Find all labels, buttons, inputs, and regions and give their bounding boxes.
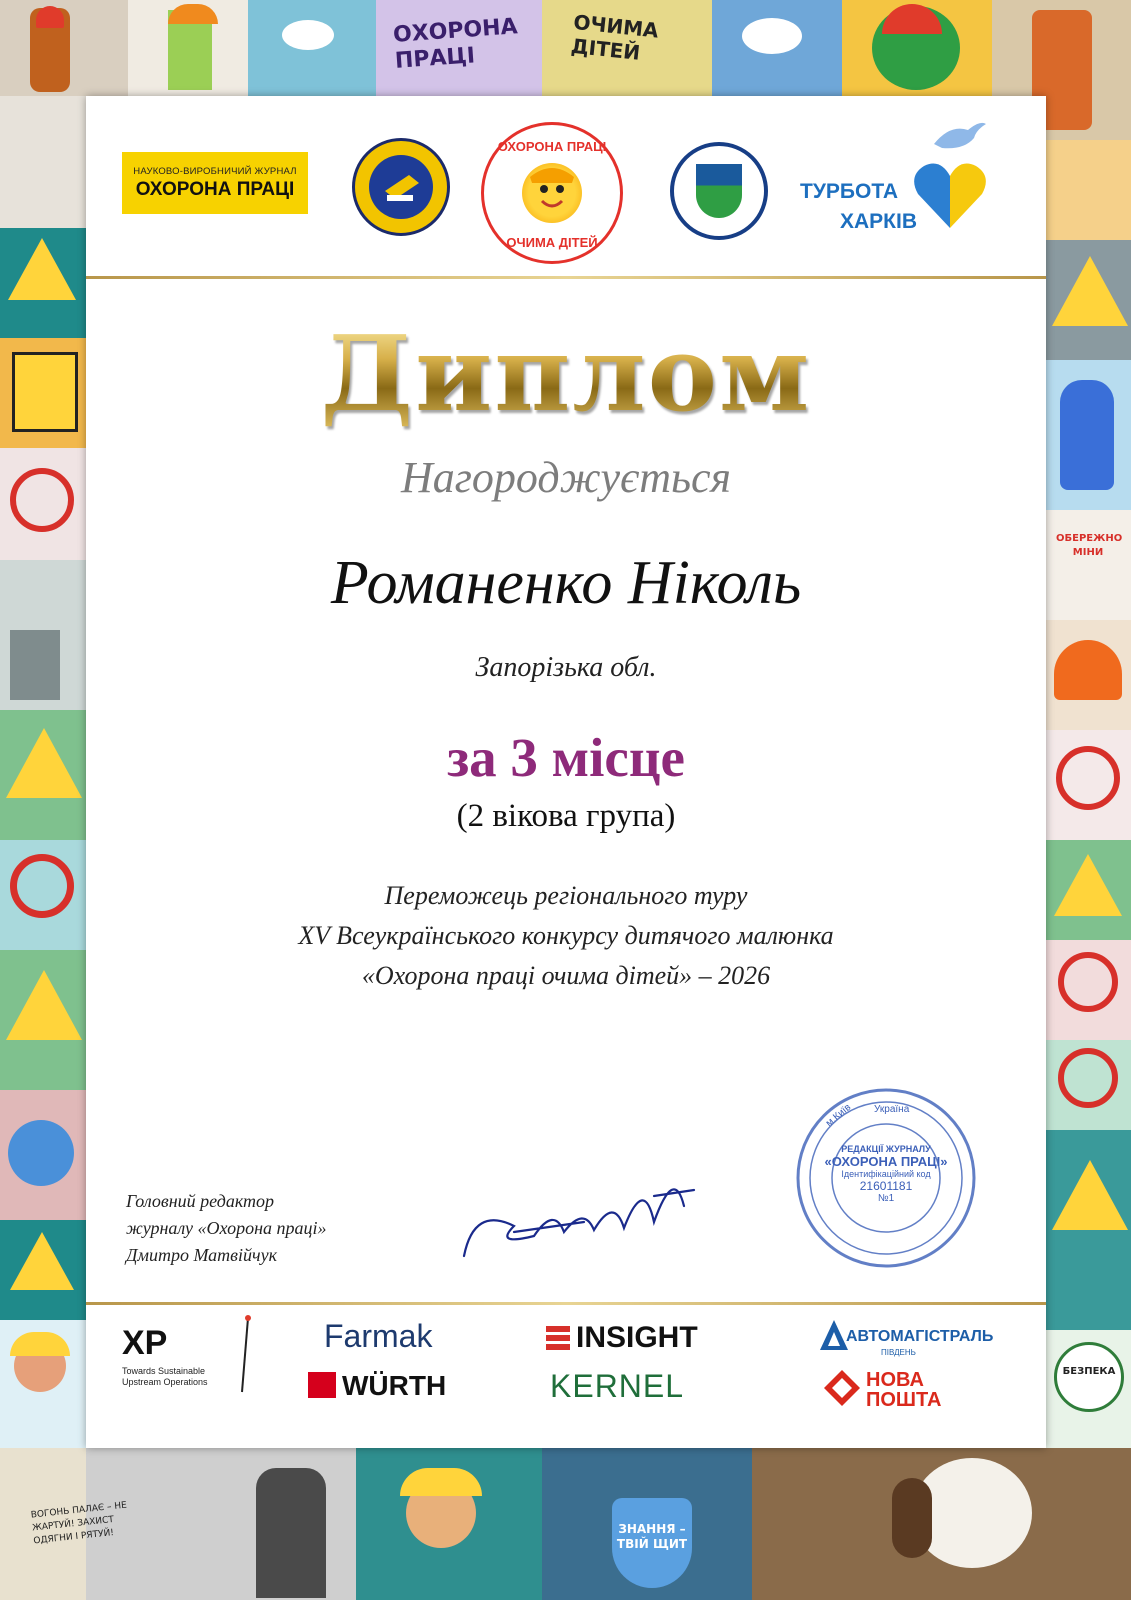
dove-icon: [928, 120, 988, 156]
certificate-card: [86, 96, 1046, 1448]
nova-poshta-line-2: ПОШТА: [866, 1389, 942, 1411]
goggles-sign: [0, 1090, 86, 1220]
trade-unions-federation-logo: [670, 142, 768, 240]
trade-union-logo: [352, 138, 450, 236]
no-smoking-sign: [1046, 940, 1131, 1040]
signatory-journal: журналу «Охорона праці»: [126, 1218, 327, 1238]
first-aid-sign: [0, 448, 86, 560]
prohibition-sign: [0, 840, 86, 950]
drawing-child: [0, 1320, 86, 1448]
stamp-line-3: Ідентифікаційний код: [841, 1169, 931, 1179]
winner-description: [86, 876, 1046, 996]
drawing-character: [128, 0, 248, 96]
winner-line-3: «Охорона праці очима дітей» – 2026: [361, 961, 771, 990]
xp-pole-icon: [236, 1314, 256, 1394]
xp-tagline-1: Towards Sustainable: [122, 1366, 206, 1376]
gloves-sign: [1046, 360, 1131, 510]
stamp-city: м.Київ: [823, 1101, 854, 1130]
drawing-firefighter: [0, 0, 128, 96]
nova-poshta-icon: [822, 1368, 862, 1408]
sun-character-icon: [522, 163, 582, 223]
warning-sign: [0, 228, 86, 338]
helmet-mandatory-sign: [1046, 1040, 1131, 1130]
xp-tagline-2: Upstream Operations: [122, 1377, 208, 1387]
recipient-name: Романенко Ніколь: [330, 549, 802, 617]
signatory-block: [126, 1188, 327, 1269]
official-stamp: [794, 1086, 978, 1270]
contest-logo-top: ОХОРОНА ПРАЦІ: [497, 139, 607, 154]
trade-union-emblem: [369, 155, 433, 219]
stamp-line-2: «ОХОРОНА ПРАЦІ»: [824, 1154, 948, 1169]
green-sign: [0, 1220, 86, 1320]
electric-sign: [1046, 840, 1131, 940]
awarded-label: Нагороджується: [400, 453, 732, 502]
gloves-mandatory-sign: [1046, 730, 1131, 840]
drawing-dove: [248, 0, 376, 96]
drawing-boots: [0, 560, 86, 710]
xp-logo: XP: [122, 1324, 168, 1362]
bottom-sign-text: ЗНАННЯ – ТВІЙ ЩИТ: [616, 1522, 688, 1551]
winner-line-1: Переможець регіонального туру: [384, 881, 748, 910]
nova-poshta-line-1: НОВА: [866, 1369, 924, 1391]
automagistral-logo: АВТОМАГІСТРАЛЬ: [846, 1328, 994, 1345]
stamp-line-1: РЕДАКЦІЇ ЖУРНАЛУ: [841, 1144, 931, 1154]
award-place: за 3 місце: [447, 727, 685, 788]
drawing-earth: [842, 0, 992, 96]
diploma-title: Диплом: [86, 312, 1046, 435]
drawing-school: [356, 1448, 542, 1600]
top-banner-text-1: ОХОРОНА ПРАЦІ: [392, 14, 519, 74]
heart-icon: [910, 156, 990, 236]
signatory-position: Головний редактор: [126, 1191, 274, 1211]
drawing-banner: [376, 0, 542, 96]
right-sign-text: ОБЕРЕЖНО МІНИ: [1056, 533, 1123, 558]
automagistral-sub: ПІВДЕНЬ: [881, 1348, 916, 1357]
journal-logo: [122, 152, 308, 214]
mine-warning-sign: [1046, 510, 1131, 620]
wurth-logo: WÜRTH: [342, 1370, 447, 1401]
insight-logo: INSIGHT: [576, 1321, 698, 1354]
fire-sign: [1046, 240, 1131, 360]
signatory-name: Дмитро Матвійчук: [126, 1245, 277, 1265]
federation-emblem: [696, 164, 742, 218]
recipient-region: Запорізька обл.: [475, 652, 657, 683]
farmak-logo: Farmak: [324, 1318, 433, 1354]
turbota-word: ТУРБОТА: [800, 180, 898, 203]
contest-logo-bottom: ОЧИМА ДІТЕЙ: [506, 235, 598, 250]
explosion-sign: [1046, 1130, 1131, 1330]
stamp-line-4: 21601181: [859, 1179, 913, 1193]
age-group: (2 вікова група): [456, 798, 676, 834]
fire-warning-sign: [0, 710, 86, 840]
hazard-sign: [0, 950, 86, 1090]
turbota-kharkiv-logo: [800, 120, 1000, 250]
right-badge-text: БЕЗПЕКА: [1062, 1366, 1116, 1377]
helmet-drawing: [1046, 620, 1131, 730]
warning-sign-pedestrian: [0, 338, 86, 448]
drawing-orange: [1046, 140, 1131, 240]
insight-mark-icon: [546, 1326, 570, 1350]
stamp-country: Україна: [874, 1104, 910, 1115]
top-banner-text-2: ОЧИМА ДІТЕЙ: [569, 9, 660, 65]
footer-divider: [86, 1302, 1046, 1305]
handwritten-signature: [454, 1136, 714, 1276]
stamp-line-5: №1: [877, 1193, 895, 1204]
wurth-mark-icon: [308, 1372, 336, 1398]
bottom-note: ВОГОНЬ ПАЛАЄ – НЕ ЖАРТУЙ! ЗАХИСТ ОДЯГНИ І РЯТУЙ!: [30, 1500, 128, 1547]
drawing-banner-2: [542, 0, 712, 96]
journal-logo-title: ОХОРОНА ПРАЦІ: [135, 178, 295, 200]
contest-logo: [481, 122, 623, 264]
drawing-ladder: [0, 96, 86, 228]
xp-tagline: [122, 1366, 208, 1388]
safety-badge: [1046, 1330, 1131, 1448]
drawing-dove-2: [712, 0, 842, 96]
winner-line-2: XV Всеукраїнського конкурсу дитячого малюнка: [298, 921, 834, 950]
nova-poshta-logo: [866, 1370, 941, 1410]
kernel-logo: KERNEL: [550, 1368, 685, 1404]
drawing-shield: [542, 1448, 752, 1600]
drawing-dog: [752, 1448, 1131, 1600]
kharkiv-word: ХАРКІВ: [840, 210, 917, 233]
journal-logo-subtitle: НАУКОВО-ВИРОБНИЧИЙ ЖУРНАЛ: [133, 165, 297, 177]
header-divider: [86, 276, 1046, 279]
